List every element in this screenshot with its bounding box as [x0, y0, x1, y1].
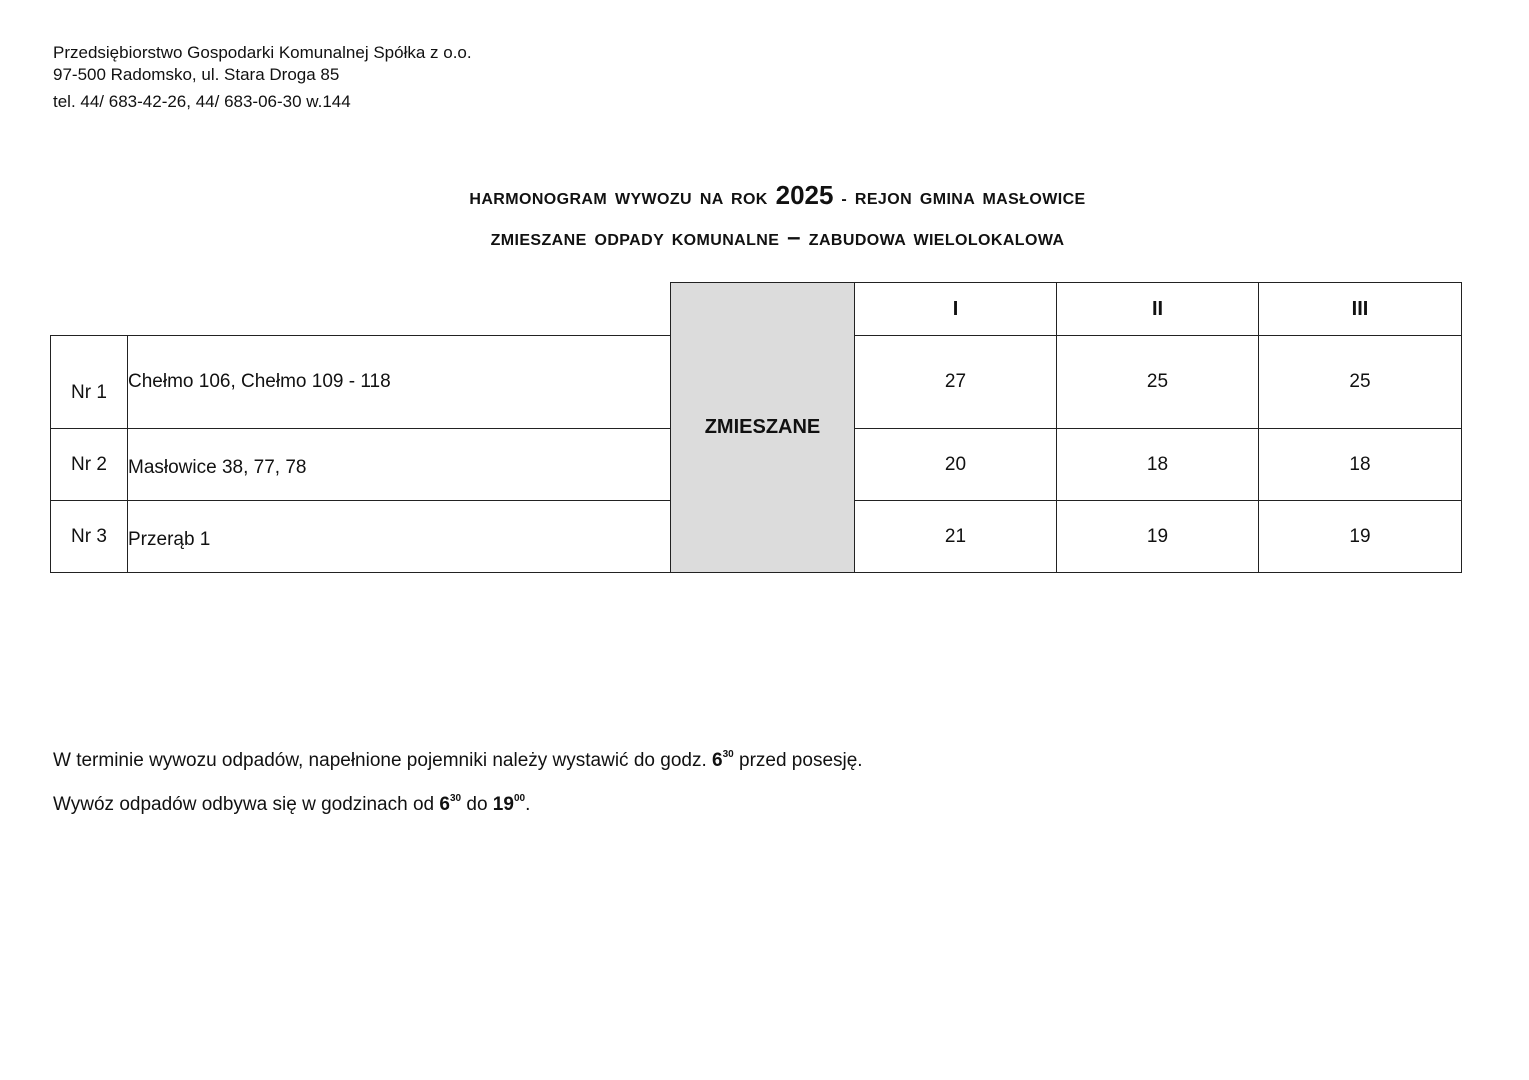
- schedule-subtitle: [0, 224, 1529, 252]
- note1-hour: 6: [712, 750, 723, 771]
- note2-from-minutes: 30: [449, 792, 462, 804]
- subtitle-waste: ZMIESZANE ODPADY KOMUNALNE: [490, 232, 780, 249]
- header-blank-cell: [51, 283, 671, 336]
- month-header-3: III: [1259, 283, 1462, 336]
- table-header-row: [51, 283, 1462, 336]
- note2-from-hour: 6: [439, 794, 450, 815]
- month-header-2: II: [1057, 283, 1259, 336]
- route-number: Nr 2: [51, 429, 128, 501]
- company-phone: tel. 44/ 683-42-26, 44/ 683-06-30 w.144: [53, 92, 351, 111]
- route-number: Nr 1: [51, 336, 128, 429]
- date-month-1: 20: [855, 429, 1057, 501]
- date-month-3: 25: [1259, 336, 1462, 429]
- date-month-3: 18: [1259, 429, 1462, 501]
- title-prefix: HARMONOGRAM WYWOZU NA ROK: [469, 191, 768, 208]
- month-header-1: I: [855, 283, 1057, 336]
- date-month-1: 27: [855, 336, 1057, 429]
- note-container-deadline: [53, 750, 863, 772]
- note2-text: Wywóz odpadów odbywa się w godzinach od: [53, 794, 435, 815]
- date-month-2: 19: [1057, 501, 1259, 573]
- date-month-2: 25: [1057, 336, 1259, 429]
- route-address: Chełmo 106, Chełmo 109 - 118: [128, 336, 671, 429]
- route-address: Przerąb 1: [128, 501, 671, 573]
- title-year: 2025: [775, 180, 834, 210]
- title-region: - REJON GMINA MASŁOWICE: [841, 191, 1086, 208]
- waste-type-cell: ZMIESZANE: [671, 283, 855, 573]
- note2-to-minutes: 00: [513, 792, 526, 804]
- note-collection-hours: [53, 794, 530, 816]
- date-month-2: 18: [1057, 429, 1259, 501]
- subtitle-building: ZABUDOWA WIELOLOKALOWA: [808, 232, 1065, 249]
- company-header: [53, 42, 472, 113]
- schedule-title: [0, 180, 1529, 211]
- note1-suffix: przed posesję.: [739, 750, 863, 771]
- company-name: Przedsiębiorstwo Gospodarki Komunalnej Spółka z o.o.: [53, 43, 472, 62]
- note2-connector: do: [466, 794, 488, 815]
- company-address: 97-500 Radomsko, ul. Stara Droga 85: [53, 65, 340, 84]
- date-month-1: 21: [855, 501, 1057, 573]
- date-month-3: 19: [1259, 501, 1462, 573]
- note1-minutes: 30: [722, 748, 734, 760]
- route-address: Masłowice 38, 77, 78: [128, 429, 671, 501]
- note2-to-hour: 19: [492, 794, 514, 815]
- note1-text: W terminie wywozu odpadów, napełnione pojemniki należy wystawić do godz.: [53, 750, 707, 771]
- route-number: Nr 3: [51, 501, 128, 573]
- note2-period: .: [525, 794, 531, 815]
- subtitle-dash: –: [787, 224, 801, 251]
- schedule-table: [50, 282, 1462, 573]
